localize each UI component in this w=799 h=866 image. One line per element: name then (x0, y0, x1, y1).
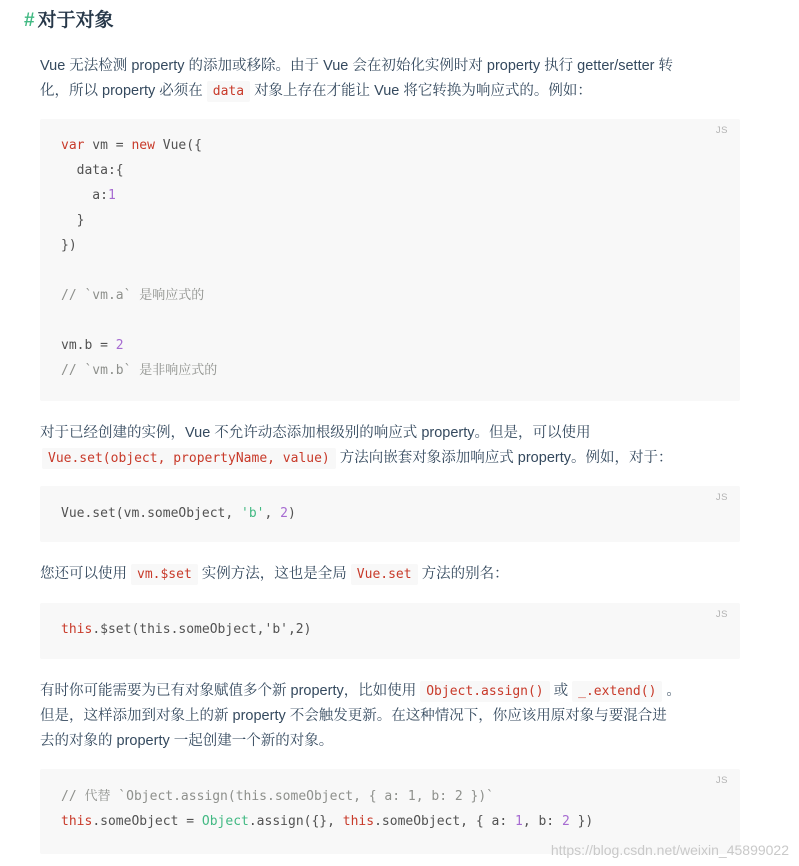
code-language-label: JS (715, 492, 728, 503)
paragraph-existing-instance (40, 421, 740, 471)
heading-title: 对于对象 (37, 10, 114, 31)
paragraph-line: 但是，这样添加到对象上的新 property 不会触发更新。在这种情况下，你应该用原对象与要混合进 (40, 708, 667, 724)
inline-code-data: data (207, 81, 250, 102)
paragraph-multiple-properties (40, 679, 740, 754)
inline-code-lodash-extend: _.extend() (572, 681, 662, 702)
code-block-vue-set (40, 486, 740, 542)
inline-code-global-vue-set: Vue.set (351, 564, 418, 585)
text-run: 实例方法，这也是全局 (201, 566, 347, 582)
text-run: 方法向嵌套对象添加响应式 property。例如，对于： (339, 450, 673, 466)
code-line: } (61, 213, 85, 228)
code-line: vm.b = 2 (61, 338, 124, 353)
paragraph-line (40, 79, 740, 104)
code-line: data:{ (61, 163, 124, 178)
paragraph-line (40, 679, 740, 704)
section-heading (24, 8, 114, 34)
paragraph-line: 去的对象的 property 一起创建一个新的对象。 (40, 733, 334, 749)
paragraph-instance-method (40, 562, 740, 587)
paragraph-line: 对于已经创建的实例，Vue 不允许动态添加根级别的响应式 property。但是，可以使用 (40, 425, 591, 441)
paragraph-intro (40, 54, 740, 104)
heading-anchor-link[interactable]: # (24, 10, 35, 31)
code-line: Vue.set(vm.someObject, 'b', 2) (61, 506, 296, 521)
code-language-label: JS (715, 125, 728, 136)
code-line: var vm = new Vue({ (61, 138, 202, 153)
code-comment: // `vm.b` 是非响应式的 (61, 363, 218, 378)
paragraph-line (40, 562, 740, 587)
text-run: 您还可以使用 (40, 566, 127, 582)
code-line: this.someObject = Object.assign({}, this.someObject, { a: 1, b: 2 }) (61, 814, 594, 829)
text-run: 对象上存在才能让 Vue 将它转换为响应式的。例如： (254, 83, 592, 99)
code-line: this.$set(this.someObject,'b',2) (61, 622, 312, 637)
paragraph-line (40, 446, 740, 471)
inline-code-vue-set: Vue.set(object, propertyName, value) (42, 448, 336, 469)
code-line-blank (61, 258, 720, 283)
paragraph-line: Vue 无法检测 property 的添加或移除。由于 Vue 会在初始化实例时对 property 执行 getter/setter 转 (40, 58, 674, 74)
code-line: a:1 (61, 188, 116, 203)
inline-code-vm-set: vm.$set (131, 564, 198, 585)
text-run: 。 (666, 683, 681, 699)
code-language-label: JS (715, 609, 728, 620)
text-run: 方法的别名： (421, 566, 509, 582)
code-line-blank (61, 308, 720, 333)
text-run: 化，所以 property 必须在 (40, 83, 203, 99)
code-line: }) (61, 238, 77, 253)
code-comment: // `vm.a` 是响应式的 (61, 288, 205, 303)
text-run: 有时你可能需要为已有对象赋值多个新 property，比如使用 (40, 683, 417, 699)
code-block-reactivity-example (40, 119, 740, 401)
code-block-this-set (40, 603, 740, 659)
watermark-url: https://blog.csdn.net/weixin_45899022 (550, 842, 789, 858)
code-language-label: JS (715, 775, 728, 786)
text-run: 或 (553, 683, 569, 699)
inline-code-object-assign: Object.assign() (420, 681, 549, 702)
code-comment: // 代替 `Object.assign(this.someObject, { a: 1, b: 2 })` (61, 789, 494, 804)
